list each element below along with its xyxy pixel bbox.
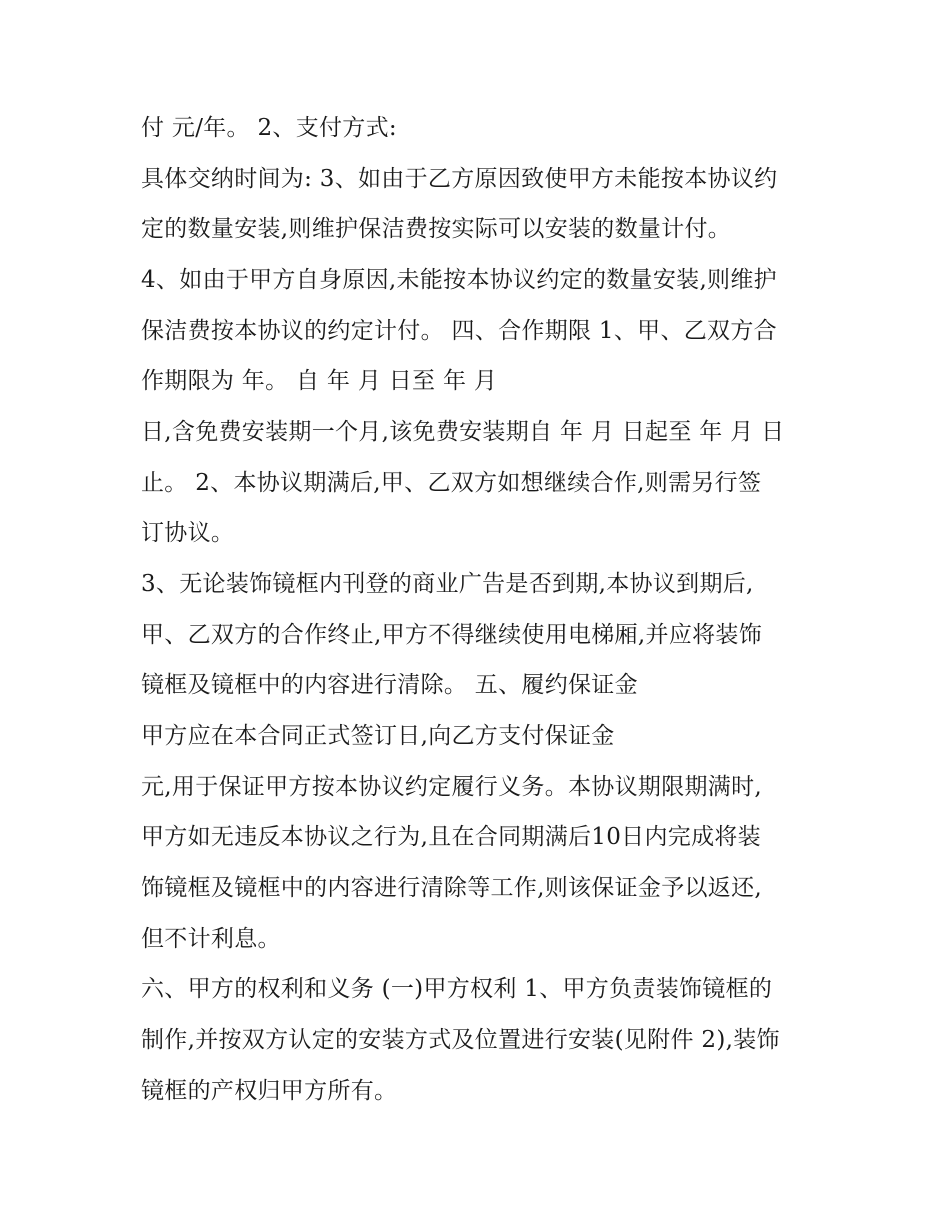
- text-line-17: 但不计利息。: [141, 926, 281, 952]
- text-line-5: 保洁费按本协议的约定计付。 四、合作期限 1、甲、乙双方合: [141, 318, 777, 344]
- text-line-4: 4、如由于甲方自身原因,未能按本协议约定的数量安装,则维护: [141, 267, 777, 293]
- text-line-11: 甲、乙双方的合作终止,甲方不得继续使用电梯厢,并应将装饰: [141, 622, 763, 648]
- text-line-2: 具体交纳时间为: 3、如由于乙方原因致使甲方未能按本协议约: [141, 166, 778, 192]
- text-line-18: 六、甲方的权利和义务 (一)甲方权利 1、甲方负责装饰镜框的: [141, 976, 773, 1002]
- text-line-6: 作期限为 年。 自 年 月 日至 年 月: [141, 368, 498, 394]
- text-line-20: 镜框的产权归甲方所有。: [141, 1078, 398, 1104]
- text-line-3: 定的数量安装,则维护保洁费按实际可以安装的数量计付。: [141, 216, 732, 242]
- text-line-7: 日,含免费安装期一个月,该免费安装期自 年 月 日起至 年 月 日: [141, 419, 785, 445]
- text-line-10: 3、无论装饰镜框内刊登的商业广告是否到期,本协议到期后,: [141, 571, 754, 597]
- text-line-14: 元,用于保证甲方按本协议约定履行义务。本协议期限期满时,: [141, 774, 763, 800]
- text-line-8: 止。 2、本协议期满后,甲、乙双方如想继续合作,则需另行签: [141, 470, 762, 496]
- text-line-15: 甲方如无违反本协议之行为,且在合同期满后10日内完成将装: [141, 824, 761, 850]
- text-line-19: 制作,并按双方认定的安装方式及位置进行安装(见附件 2),装饰: [141, 1027, 780, 1053]
- text-line-16: 饰镜框及镜框中的内容进行清除等工作,则该保证金予以返还,: [141, 875, 763, 901]
- text-line-1: 付 元/年。 2、支付方式:: [141, 115, 397, 141]
- text-line-9: 订协议。: [141, 520, 235, 546]
- text-line-13: 甲方应在本合同正式签订日,向乙方支付保证金: [141, 723, 615, 749]
- text-line-12: 镜框及镜框中的内容进行清除。 五、履约保证金: [141, 672, 638, 698]
